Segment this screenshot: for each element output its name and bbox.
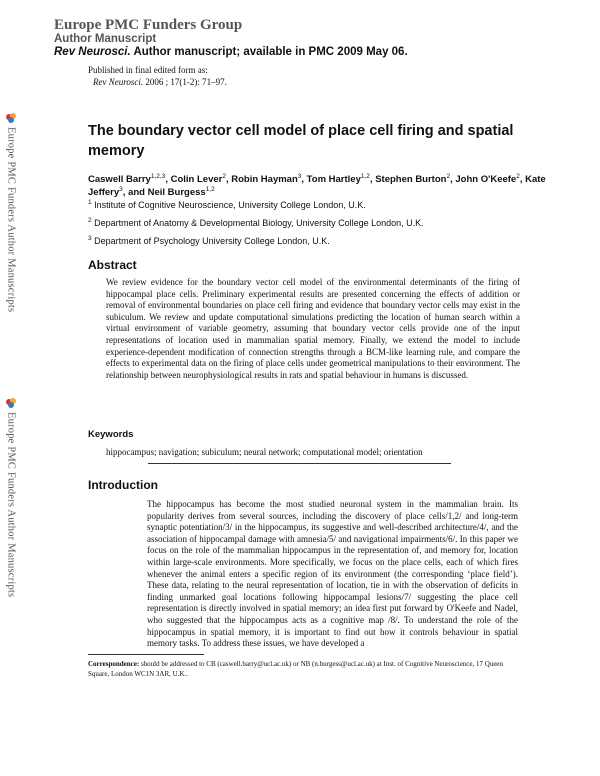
citation-line bbox=[88, 76, 227, 88]
affiliation-text: Department of Psychology University College London, U.K. bbox=[91, 236, 330, 246]
author-separator: , and bbox=[122, 187, 148, 198]
correspondence-text: should be addressed to CB (caswell.barry@ucl.ac.uk) or NB (n.burgess@ucl.ac.uk) at Inst. of Cognitive Neuroscience, 17 Queen Square, London WC1N 3AR, U.K.. bbox=[88, 660, 504, 678]
availability-note: Author manuscript; available in PMC 2009 May 06. bbox=[130, 46, 408, 58]
citation-details: 2006 ; 17(1-2): 71–97. bbox=[143, 77, 227, 87]
author-affiliation-mark: 3 bbox=[119, 185, 123, 193]
citation-journal: Rev Neurosci. bbox=[93, 77, 144, 87]
author-affiliation-mark: 2 bbox=[446, 172, 451, 180]
affiliation-number: 1 bbox=[88, 199, 92, 206]
affiliation-text: Institute of Cognitive Neuroscience, University College London, U.K. bbox=[91, 200, 366, 210]
abstract-heading: Abstract bbox=[88, 258, 137, 272]
affiliation-number: 3 bbox=[88, 235, 92, 242]
author-name: Neil Burgess bbox=[147, 187, 206, 198]
author-separator: , bbox=[165, 174, 171, 185]
europe-pmc-logo-icon bbox=[6, 398, 16, 408]
affiliation-2 bbox=[88, 218, 424, 228]
author-separator: , bbox=[369, 174, 376, 185]
author-manuscript-label: Author Manuscript bbox=[54, 33, 157, 45]
author-affiliation-mark: 2 bbox=[222, 172, 226, 180]
author-name: Colin Lever bbox=[170, 174, 223, 185]
correspondence-footnote bbox=[88, 660, 524, 679]
author-name: Caswell Barry bbox=[88, 174, 151, 185]
author-separator: , bbox=[519, 174, 526, 185]
sidebar-banner-top bbox=[2, 113, 20, 312]
author-name: Robin Hayman bbox=[231, 174, 298, 185]
abstract-text: We review evidence for the boundary vector cell model of the environmental determinants of the firing of hippocampal place cells. Preliminary experimental results are presented concerning the effects of addition or removal of environmental boundaries on place cell firing and evidence that boundary vector cells may exist in the subiculum. We review and update computational simulations predicting the location of human search within a virtual environment of variable geometry, assuming that boundary vector cells provide one of the input representations of location used in mammalian spatial memory. Finally, we extend the model to include experience-dependent modification of connection strengths through a BCM-like learning rule, and compare the effects to experimental data on the firing of place cells under geometrical manipulations to their environment. The relationship between neurophysiological results in rats and spatial behaviour in humans is discussed. bbox=[106, 277, 520, 380]
correspondence-label: Correspondence: bbox=[88, 660, 140, 668]
published-line: Published in final edited form as: bbox=[88, 65, 208, 75]
section-divider bbox=[148, 463, 451, 464]
introduction-text: The hippocampus has become the most studied neuronal system in the mammalian brain. Its popularity derives from several sources, including the discovery of place cells/1,2/ and long-term synaptic potentiation/3/ in the hippocampus, its suggestive and well-described architecture/4/, and the association of hippocampal damage with amnesia/5/ and navigational impairments/6/. In this paper we focus on the role of the mammalian hippocampus in the representation of, and memory for, location within large-scale environments. More specifically, we focus on the place cells, each of which fires whenever the animal enters a specific region of its environment (the corresponding ‘place field’). These data, relating to the neural representation of location, tie in with the observation of deficits in finding unmarked goal locations following hippocampal lesions/7/ suggesting the place cell representation is directly involved in spatial memory; an idea first put forward by O'Keefe and Nadel, who suggested that the hippocampus acts as a cognitive map /8/. To understand the role of the hippocampus in spatial memory, it is important to find out how it controls behaviour in spatial memory tasks. To address these issues, we have developed a bbox=[147, 499, 518, 649]
keywords-heading: Keywords bbox=[88, 429, 134, 440]
author-name: Stephen Burton bbox=[375, 174, 447, 185]
author-affiliation-mark: 3 bbox=[297, 172, 302, 180]
footnote-divider bbox=[88, 654, 204, 655]
sidebar-label: Europe PMC Funders Author Manuscripts bbox=[5, 127, 17, 313]
article-title: The boundary vector cell model of place cell firing and spatial memory bbox=[88, 123, 514, 159]
sidebar-banner-bottom bbox=[2, 398, 20, 597]
affiliation-number: 2 bbox=[88, 217, 92, 224]
author-separator: , bbox=[225, 174, 232, 185]
publication-info bbox=[88, 64, 227, 88]
author-affiliation-mark: 1,2 bbox=[205, 185, 215, 193]
sidebar-label: Europe PMC Funders Author Manuscripts bbox=[5, 412, 17, 598]
journal-abbrev: Rev Neurosci. bbox=[54, 46, 131, 58]
funders-group-title: Europe PMC Funders Group bbox=[54, 17, 243, 33]
manuscript-availability bbox=[54, 46, 408, 58]
affiliation-text: Department of Anatomy & Developmental Biology, University College London, U.K. bbox=[91, 218, 424, 228]
affiliation-1 bbox=[88, 200, 366, 210]
author-name: John O'Keefe bbox=[455, 174, 517, 185]
author-separator: , bbox=[450, 174, 456, 185]
author-affiliation-mark: 1,2 bbox=[360, 172, 370, 180]
author-separator: , bbox=[301, 174, 307, 185]
introduction-heading: Introduction bbox=[88, 478, 158, 492]
author-name: Kate Jeffery bbox=[88, 174, 546, 198]
author-affiliation-mark: 1,2,3 bbox=[150, 172, 166, 180]
europe-pmc-logo-icon bbox=[6, 113, 16, 123]
author-name: Tom Hartley bbox=[306, 174, 361, 185]
affiliation-3 bbox=[88, 236, 330, 246]
keywords-text: hippocampus; navigation; subiculum; neural network; computational model; orientation bbox=[106, 447, 423, 457]
author-list bbox=[88, 173, 548, 199]
author-affiliation-mark: 2 bbox=[516, 172, 520, 180]
